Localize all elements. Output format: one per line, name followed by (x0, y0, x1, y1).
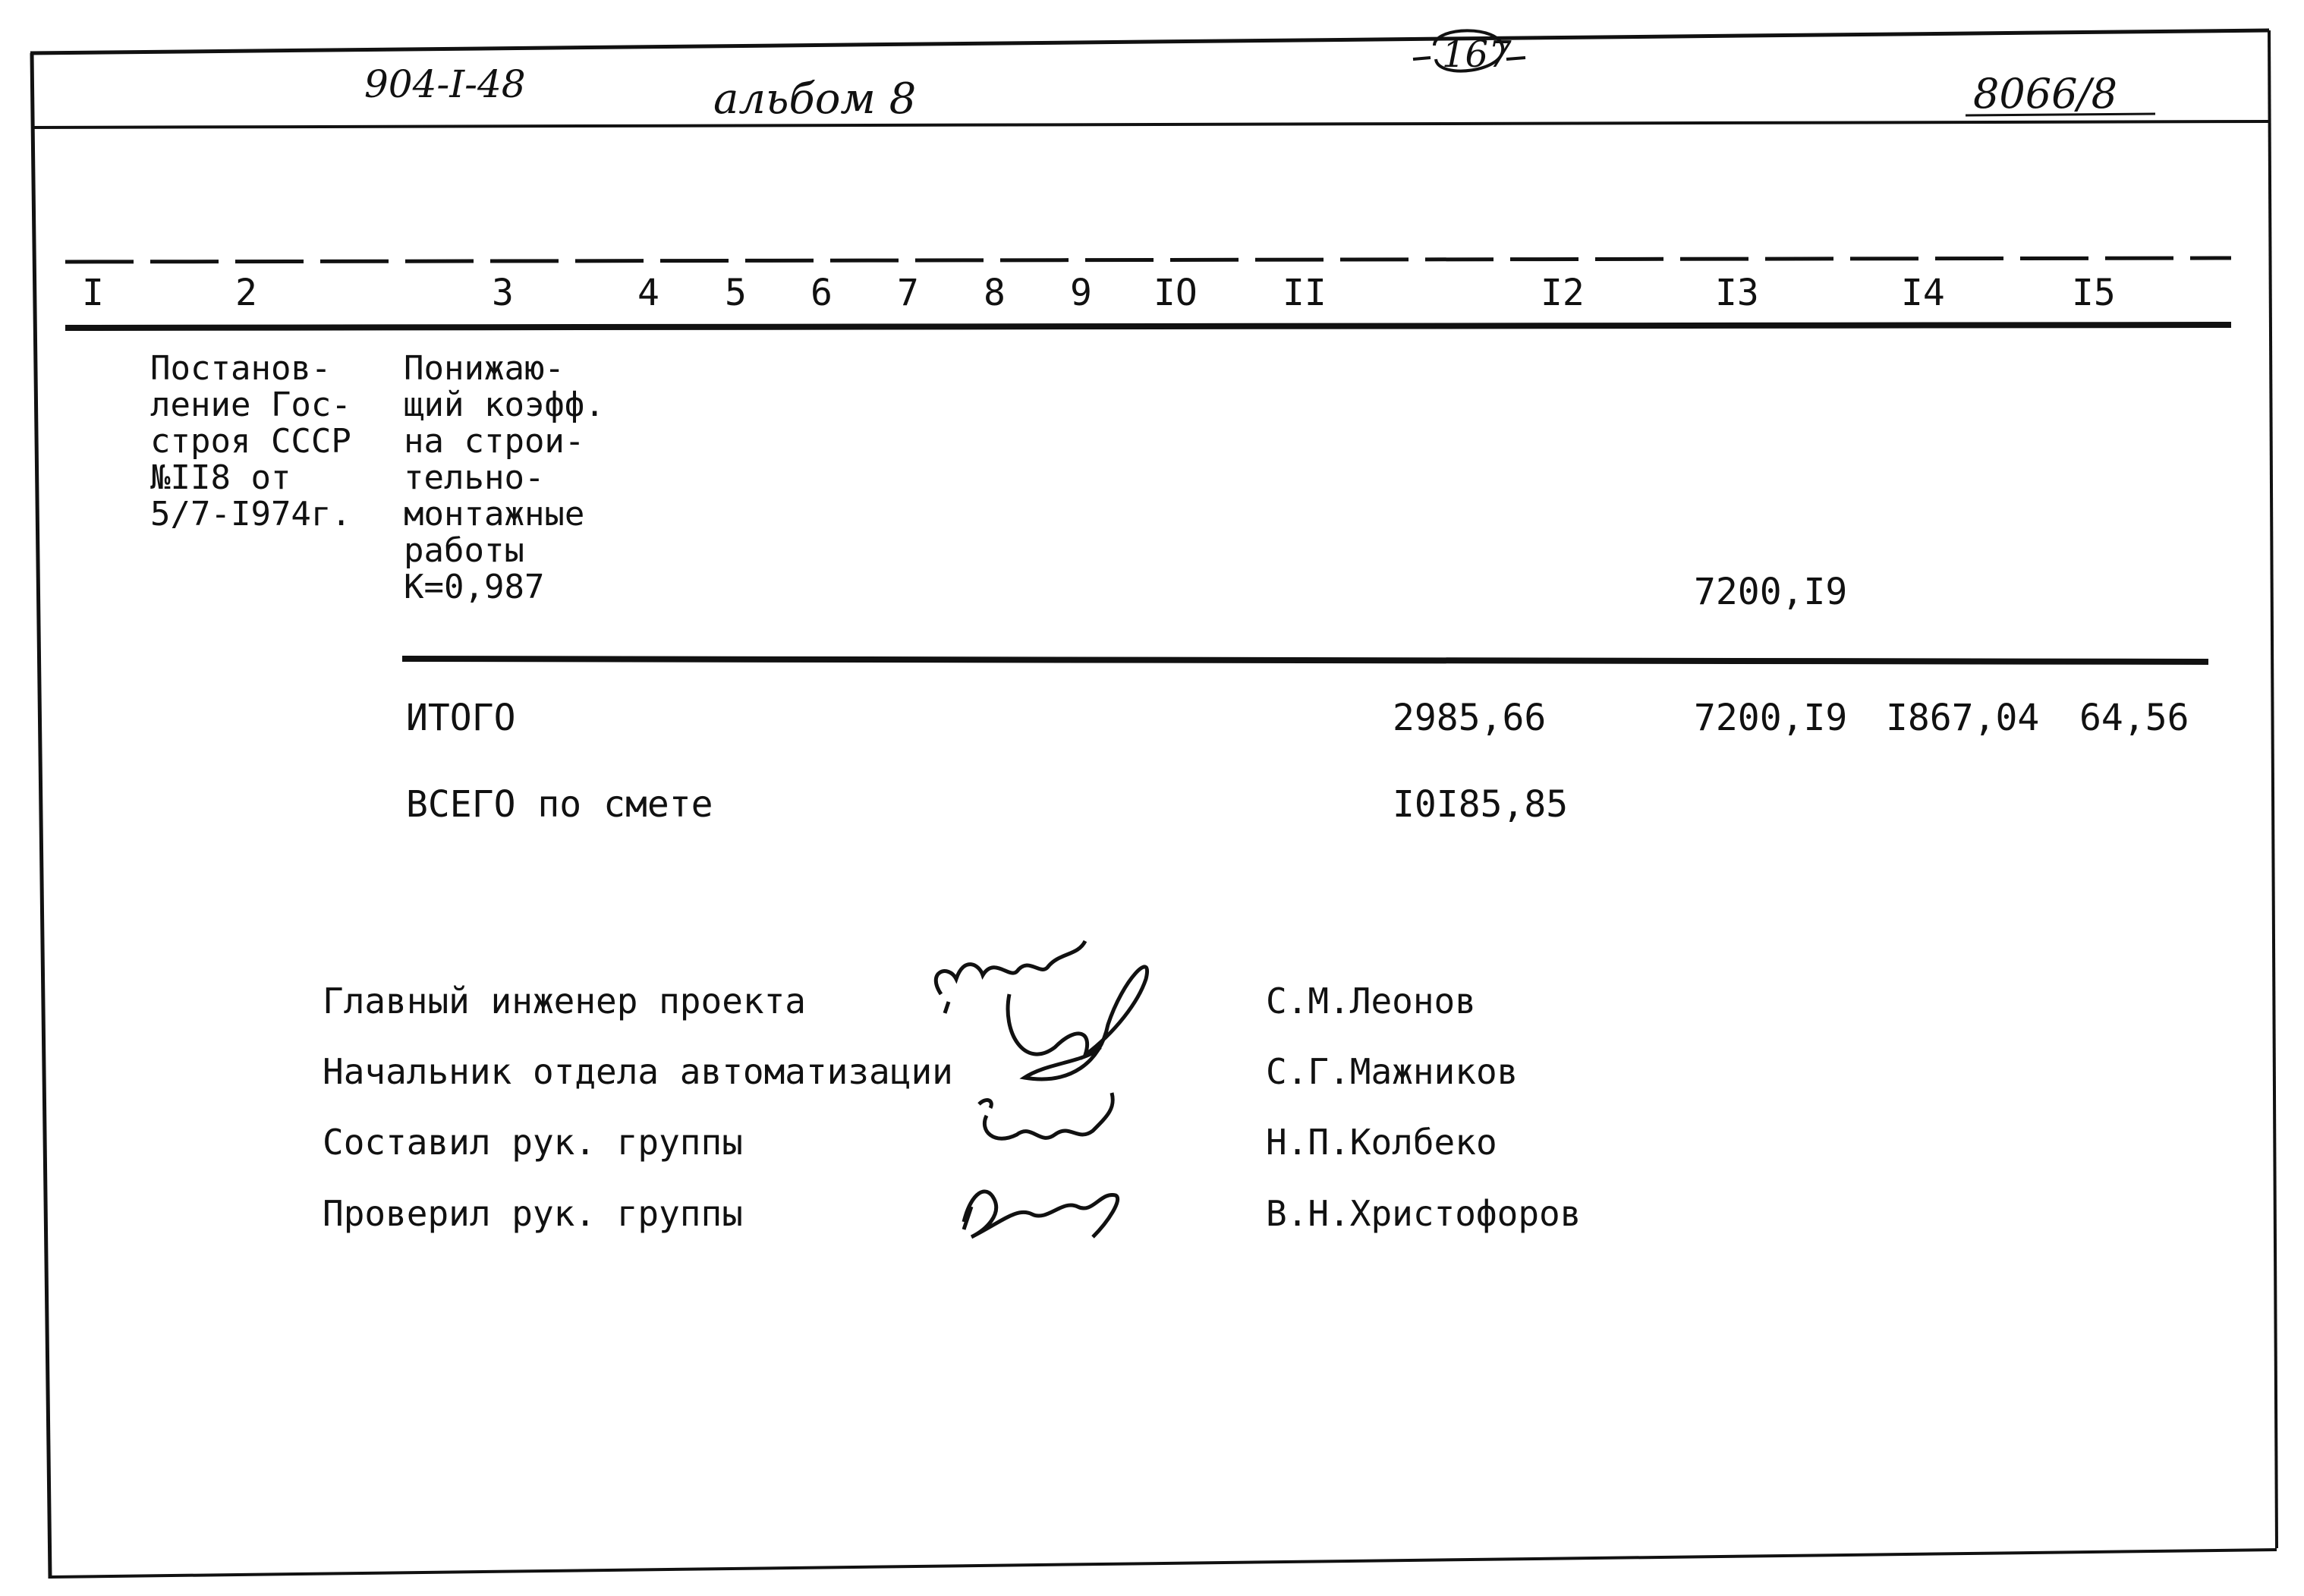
sheet-code: 8066/8 (1973, 70, 2117, 118)
column-number-4: 4 (637, 272, 659, 314)
column-header-top-rule (65, 258, 2231, 262)
column-number-5: 5 (725, 272, 747, 314)
column-number-10: IO (1154, 272, 1198, 314)
signature-role-3: Составил рук. группы (323, 1122, 743, 1163)
itogo-col12: 2985,66 (1393, 697, 1547, 739)
signature-mark-1 (936, 941, 1085, 1013)
row-description-text: Понижаю- щий коэфф. на строи- тельно- монтажные работы К=0,987 (404, 349, 605, 606)
handwritten-signatures (895, 933, 1260, 1267)
page-number: 167 (1442, 33, 1512, 76)
frame-left-line (32, 53, 50, 1579)
column-number-15: I5 (2072, 272, 2116, 314)
row-basis-text: Постанов- ление Гос- строя СССР №II8 от 5/7-I974г. (150, 349, 351, 534)
column-number-1: I (82, 272, 104, 314)
signature-name-3: Н.П.Колбеко (1266, 1122, 1497, 1163)
column-number-14: I4 (1901, 272, 1945, 314)
frame-top-line (30, 30, 2269, 53)
column-number-6: 6 (810, 272, 833, 314)
frame-right-line (2269, 30, 2277, 1548)
total-separator-rule (402, 659, 2208, 662)
column-number-8: 8 (984, 272, 1006, 314)
itogo-col13: 7200,I9 (1694, 697, 1848, 739)
signature-role-4: Проверил рук. группы (323, 1193, 743, 1234)
frame-bottom-line (50, 1550, 2277, 1577)
row-col13-value: 7200,I9 (1694, 571, 1848, 613)
column-header-bottom-rule (65, 325, 2231, 328)
doc-code: 904-I-48 (364, 62, 526, 106)
header-line (32, 121, 2269, 127)
signature-role-1: Главный инженер проекта (323, 981, 806, 1022)
column-number-3: 3 (492, 272, 514, 314)
column-number-2: 2 (235, 272, 257, 314)
vsego-col12: I0I85,85 (1393, 783, 1569, 826)
column-number-11: II (1283, 272, 1327, 314)
signature-name-4: В.Н.Христофоров (1266, 1193, 1582, 1234)
itogo-col14: I867,04 (1886, 697, 2040, 739)
signature-mark-2 (1008, 967, 1147, 1079)
column-number-9: 9 (1070, 272, 1092, 314)
signature-role-2: Начальник отдела автоматизации (323, 1051, 953, 1092)
column-number-7: 7 (897, 272, 919, 314)
itogo-col15: 64,56 (2079, 697, 2189, 739)
column-number-12: I2 (1541, 272, 1585, 314)
signature-mark-4 (964, 1191, 1118, 1237)
signature-name-1: С.М.Леонов (1266, 981, 1476, 1022)
column-number-13: I3 (1715, 272, 1759, 314)
signature-name-2: С.Г.Мажников (1266, 1051, 1519, 1092)
page-number-dash-left (1413, 58, 1431, 59)
vsego-label: ВСЕГО по смете (406, 783, 713, 826)
signature-mark-3 (979, 1093, 1113, 1138)
itogo-label: ИТОГО (406, 697, 516, 739)
album-label: альбом 8 (713, 74, 917, 124)
